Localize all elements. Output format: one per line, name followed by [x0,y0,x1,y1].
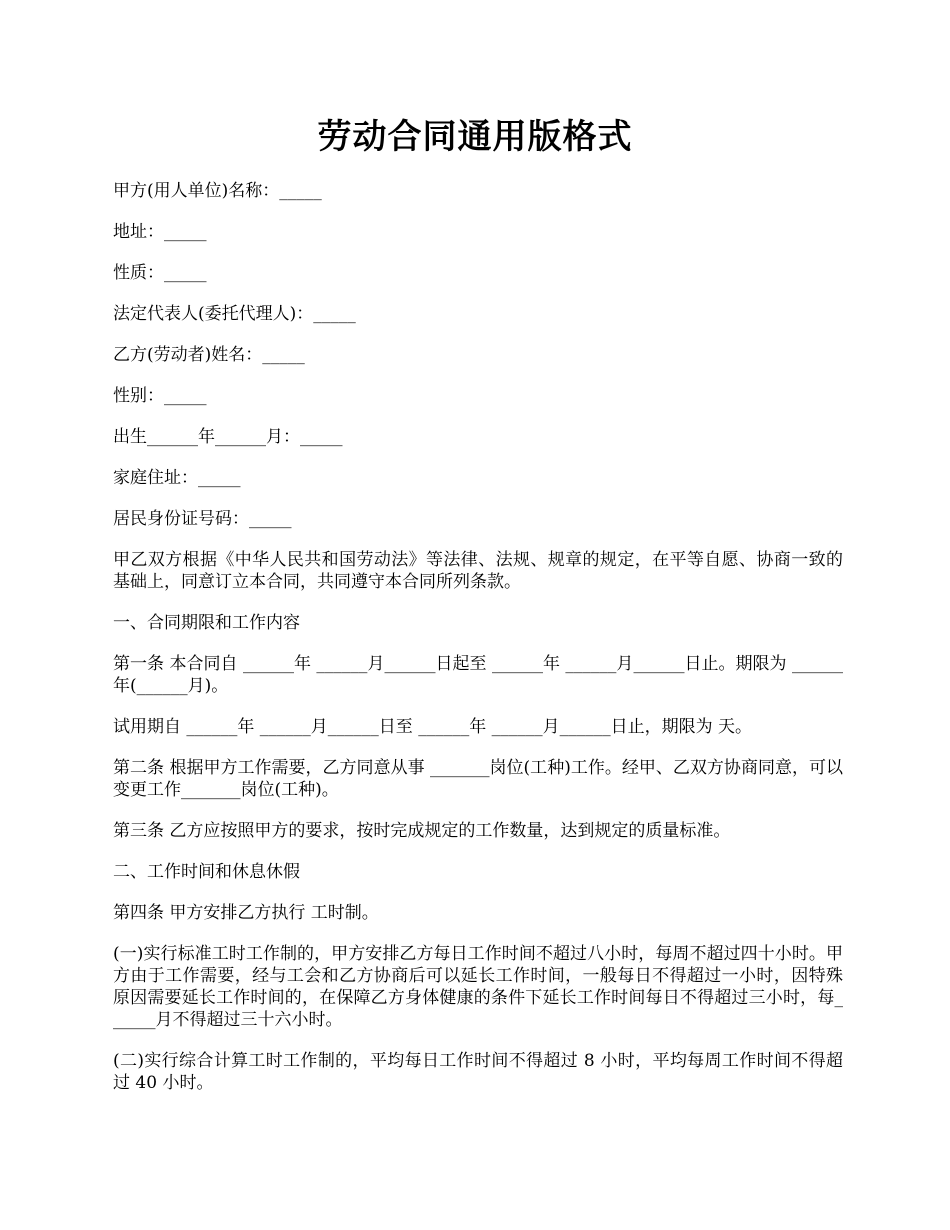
employer-nature-field: 性质：_____ [113,263,207,283]
section-heading-term-and-work: 一、合同期限和工作内容 [113,613,300,633]
employee-id-number-field: 居民身份证号码：_____ [113,509,292,529]
employee-home-address-field: 家庭住址：_____ [113,468,241,488]
article-3-work-quality: 第三条 乙方应按照甲方的要求，按时完成规定的工作数量，达到规定的质量标准。 [113,821,731,841]
article-4-working-hours-system: 第四条 甲方安排乙方执行 工时制。 [113,903,379,923]
article-1-contract-term: 第一条 本合同自 ______年 ______月______日起至 ______年 ______月______日止。期限为 ______年(______月)。 [113,654,843,696]
employer-address-field: 地址：_____ [113,222,207,242]
employer-name-field: 甲方(用人单位)名称：_____ [113,181,322,201]
employee-birth-field: 出生______年______月：_____ [113,427,343,447]
employee-gender-field: 性别：_____ [113,386,207,406]
probation-period-clause: 试用期自 ______年 ______月______日至 ______年 ______月______日止，期限为 天。 [113,717,753,737]
legal-representative-field: 法定代表人(委托代理人)：_____ [113,304,356,324]
contract-preamble: 甲乙双方根据《中华人民共和国劳动法》等法律、法规、规章的规定，在平等自愿、协商一致的基础上，同意订立本合同，共同遵守本合同所列条款。 [113,550,843,592]
employee-name-field: 乙方(劳动者)姓名：_____ [113,345,305,365]
comprehensive-hours-clause: (二)实行综合计算工时工作制的，平均每日工作时间不得超过 8 小时，平均每周工作时间不得超过 40 小时。 [113,1051,843,1093]
standard-hours-clause: (一)实行标准工时工作制的，甲方安排乙方每日工作时间不超过八小时，每周不超过四十小时。甲方由于工作需要，经与工会和乙方协商后可以延长工作时间，一般每日不得超过一小时，因特殊原因需要延长工作时间的，在保障乙方身体健康的条件下延长工作时间每日不得超过三小时，每______月不得超过三十六小时。 [113,944,843,1030]
document-body [113,180,843,1113]
article-2-job-position: 第二条 根据甲方工作需要，乙方同意从事 _______岗位(工种)工作。经甲、乙双方协商同意，可以变更工作_______岗位(工种)。 [113,758,843,800]
document-title: 劳动合同通用版格式 [317,117,633,157]
section-heading-working-hours: 二、工作时间和休息休假 [113,862,300,882]
